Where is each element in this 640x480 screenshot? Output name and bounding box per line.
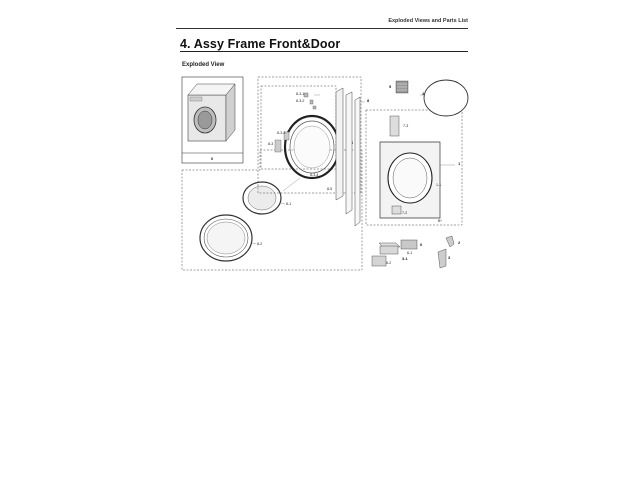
frame-part-b-label: B* xyxy=(438,219,442,223)
front-frame-group xyxy=(366,110,462,225)
glass-label: 4 xyxy=(422,91,425,96)
door-screw-b xyxy=(310,100,313,104)
grille-label: 5 xyxy=(389,84,392,89)
door-inner-glass xyxy=(243,182,281,214)
page-title: 4. Assy Frame Front&Door xyxy=(180,37,341,51)
part-3-1-label: 3-1 xyxy=(402,256,408,261)
door-ring xyxy=(285,116,339,178)
section-subtitle: Exploded View xyxy=(182,62,225,68)
door-hinge xyxy=(275,140,281,152)
door-screw-c xyxy=(313,106,316,109)
inset-label: 0 xyxy=(211,156,214,161)
door-part-8-1-label: 8-1 xyxy=(286,202,292,206)
door-part-8-2-label: 8-2 xyxy=(257,242,263,246)
door-assembly-group xyxy=(182,150,362,270)
part-6-1-label: 6-1 xyxy=(407,251,413,255)
washer-illustration xyxy=(188,84,235,141)
frame-latch xyxy=(392,206,401,214)
glass-part xyxy=(422,80,468,116)
door-part-8-3-1-label: 8-3-1 xyxy=(296,92,305,96)
part-6-2-label: 6-2 xyxy=(386,261,392,265)
door-frame-group xyxy=(258,77,370,226)
frame-lever xyxy=(390,116,399,136)
part-3-label: 3 xyxy=(448,255,451,260)
part-6-label: 6 xyxy=(420,242,423,247)
door-outer-ring xyxy=(200,215,252,261)
door-part-8-3-4-label: 8-3-4 xyxy=(310,173,319,177)
door-part-8-label: 8 xyxy=(367,98,370,103)
frame-part-7-2-label: 7-2 xyxy=(402,211,408,215)
door-part-8-3-2-label: 8-3-2 xyxy=(296,99,305,103)
front-frame-panel xyxy=(380,142,440,218)
frame-part-1-label: 1 xyxy=(458,161,461,166)
door-screw-a xyxy=(304,93,308,97)
grille-part xyxy=(389,81,408,93)
door-part-8-5-label: 8-5 xyxy=(327,187,333,191)
frame-part-7-3-label: 7-3 xyxy=(403,124,409,128)
inset-product-box xyxy=(182,77,243,163)
small-parts xyxy=(372,236,461,268)
frame-part-1-1-label: 1-1 xyxy=(436,183,442,187)
door-part-8-3-label: 8-3 xyxy=(268,142,274,146)
part-2-label: 2 xyxy=(458,240,461,245)
header-section-title: Exploded Views and Parts List xyxy=(388,18,468,24)
door-part-8-3-3-label: 8-3-3 xyxy=(277,131,286,135)
